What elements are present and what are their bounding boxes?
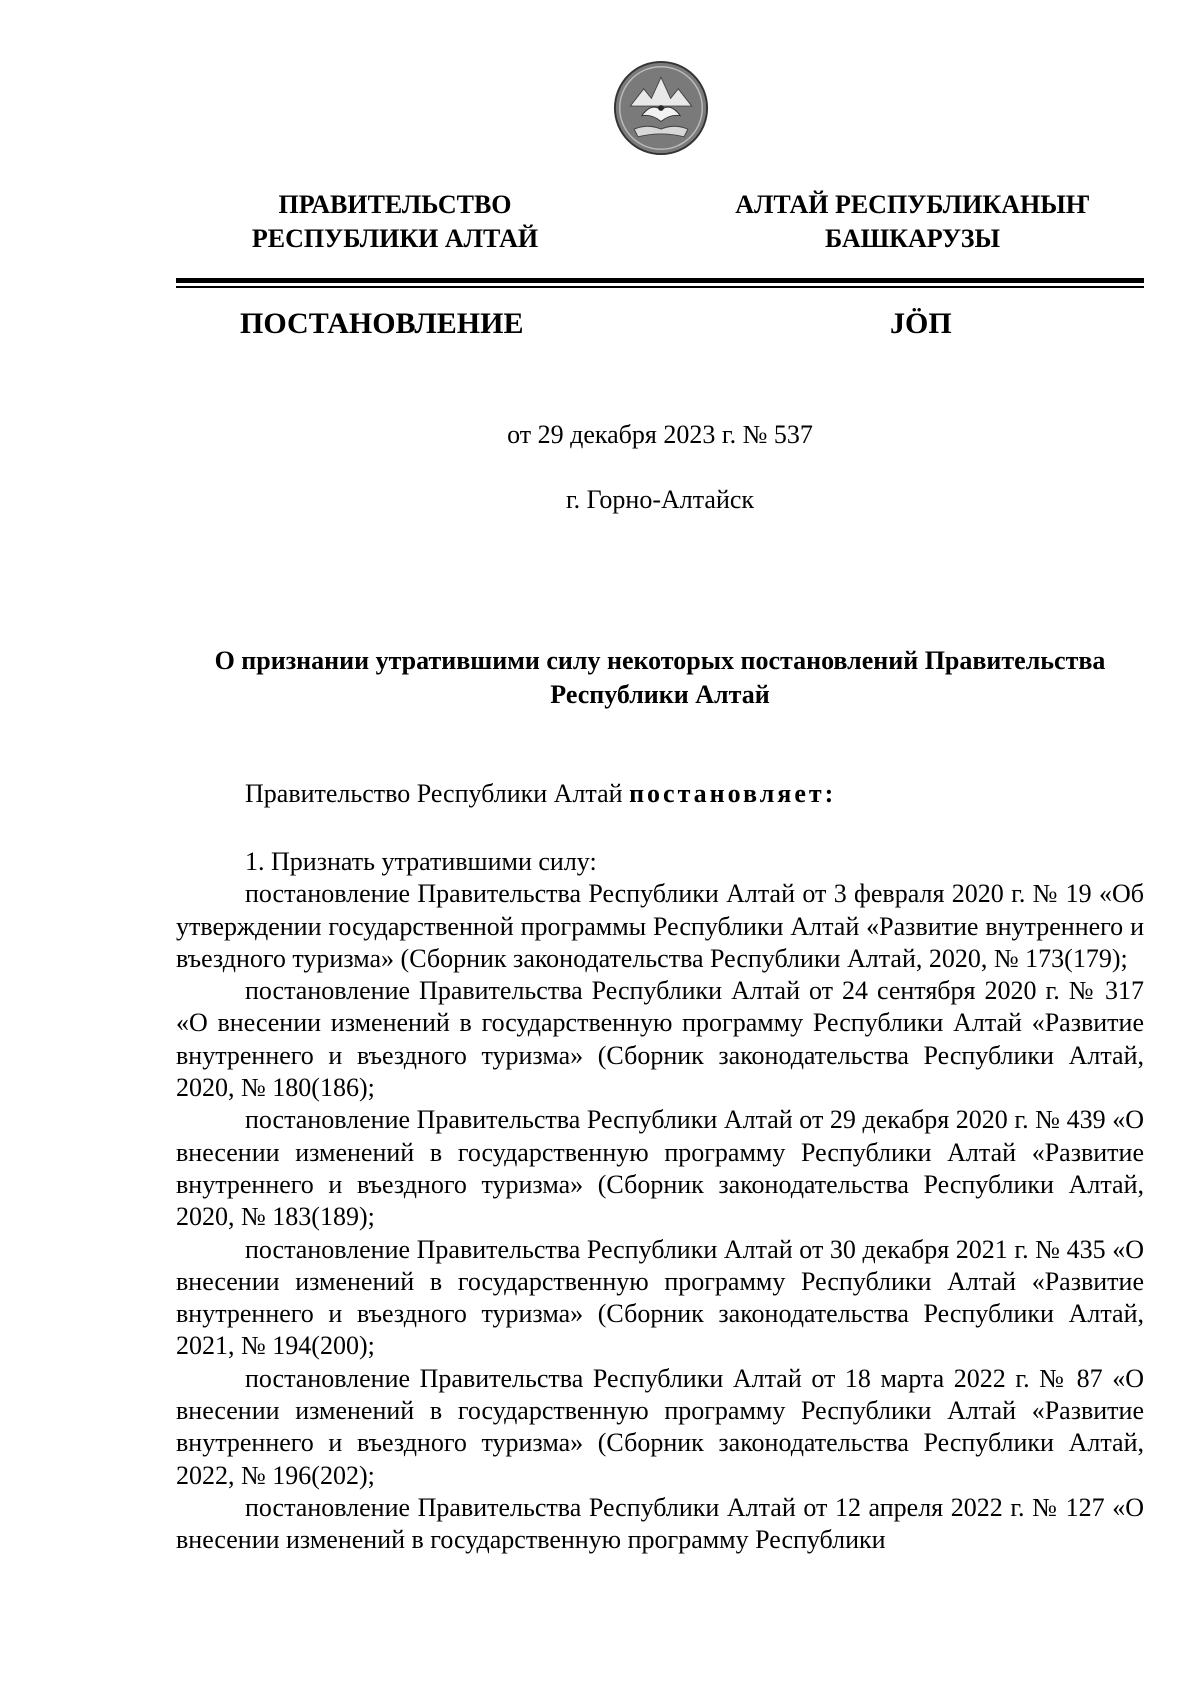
government-name-altai — [735, 188, 1090, 256]
document-city: г. Горно-Алтайск — [565, 485, 755, 514]
resolution-intro — [245, 778, 836, 810]
government-name-russian — [230, 188, 560, 256]
resolution-intro-text: Правительство Республики Алтай — [245, 779, 630, 808]
document-body — [176, 846, 1144, 1557]
government-name-line1: ПРАВИТЕЛЬСТВО — [278, 190, 512, 219]
document-date-number: от 29 декабря 2023 г. № 537 — [507, 420, 813, 449]
government-name-altai-line1: АЛТАЙ РЕСПУБЛИКАНЫҤ — [735, 190, 1090, 219]
body-paragraph: постановление Правительства Республики Алтай от 3 февраля 2020 г. № 19 «Об утверждении государственной программы Республики Алтай «Развитие внутреннего и въездного туризма» (Сборник законодательства Республики Алтай, 2020, № 173(179); — [176, 879, 1144, 973]
document-title-line2: Республики Алтай — [550, 680, 770, 709]
document-type-altai: JӦП — [890, 307, 952, 340]
document-title — [176, 644, 1144, 712]
body-paragraph: постановление Правительства Республики Алтай от 29 декабря 2020 г. № 439 «О внесении изменений в государственную программу Республики Алтай «Развитие внутреннего и въездного туризма» (Сборник законодательства Республики Алтай, 2020, № 183(189); — [176, 1105, 1144, 1232]
item-1: 1. Признать утратившими силу: — [245, 847, 597, 876]
resolution-intro-emphasis: постановляет: — [629, 779, 837, 808]
government-name-altai-line2: БАШКАРУЗЫ — [824, 224, 1001, 253]
body-paragraph: постановление Правительства Республики Алтай от 18 марта 2022 г. № 87 «О внесении изменений в государственную программу Республики Алтай «Развитие внутреннего и въездного туризма» (Сборник законодательства Республики Алтай, 2022, № 196(202); — [176, 1363, 1144, 1490]
coat-of-arms-emblem — [613, 60, 709, 156]
header-divider-thin — [176, 286, 1144, 288]
body-paragraph: постановление Правительства Республики Алтай от 24 сентября 2020 г. № 317 «О внесении изменений в государственную программу Республики Алтай «Развитие внутреннего и въездного туризма» (Сборник законодательства Республики Алтай, 2020, № 180(186); — [176, 976, 1144, 1103]
document-title-line1: О признании утратившими силу некоторых постановлений Правительства — [214, 646, 1106, 675]
body-paragraph: постановление Правительства Республики Алтай от 12 апреля 2022 г. № 127 «О внесении изменений в государственную программу Республики — [176, 1492, 1144, 1555]
header-divider-thick — [176, 278, 1144, 283]
government-name-line2: РЕСПУБЛИКИ АЛТАЙ — [251, 224, 539, 253]
body-paragraph: постановление Правительства Республики Алтай от 30 декабря 2021 г. № 435 «О внесении изменений в государственную программу Республики Алтай «Развитие внутреннего и въездного туризма» (Сборник законодательства Республики Алтай, 2021, № 194(200); — [176, 1234, 1144, 1361]
document-type-russian: ПОСТАНОВЛЕНИЕ — [240, 307, 524, 340]
